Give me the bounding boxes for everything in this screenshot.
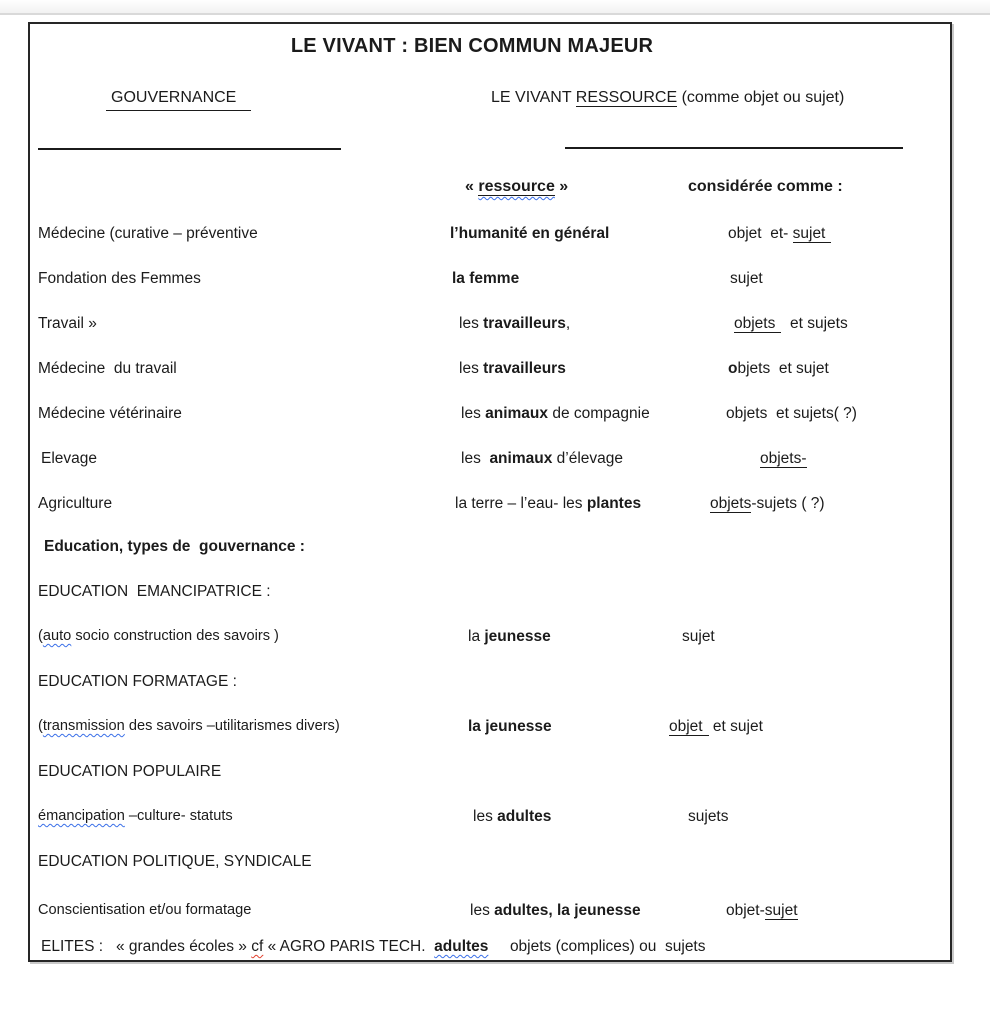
col3-text: bjets et sujet [737, 360, 829, 377]
table-row [30, 313, 950, 335]
row-col1 [38, 223, 258, 244]
elites-text-post: objets (complices) ou sujets [488, 938, 706, 955]
col1-text: Conscientisation et/ou formatage [38, 902, 252, 918]
table-row [30, 448, 950, 470]
spellcheck-word: émancipation [38, 808, 125, 824]
col1-text: EDUCATION EMANCIPATRICE : [38, 583, 271, 600]
col2-bold: jeunesse [484, 628, 551, 645]
row-col2 [468, 716, 552, 737]
col2-bold: animaux [485, 405, 549, 422]
table-row [30, 716, 950, 738]
row-col2 [470, 900, 641, 921]
table-row [30, 761, 950, 783]
col2-text: les [459, 360, 484, 377]
col3-underlined: sujet [764, 902, 798, 919]
col2-text: les [461, 405, 486, 422]
left-column-title: GOUVERNANCE [106, 88, 251, 111]
col3-text: et sujet [708, 718, 763, 735]
row-col3 [726, 900, 798, 921]
col1-text: Agriculture [38, 495, 113, 512]
spellcheck-word-red: cf [251, 938, 264, 955]
table-row [30, 581, 950, 603]
col1-text-post: des savoirs –utilitarismes divers) [124, 718, 340, 734]
table-row [30, 900, 950, 922]
col3-text: objet et- [728, 225, 793, 242]
row-col1 [38, 761, 221, 782]
elites-text: ELITES : « grandes écoles » [41, 938, 252, 955]
col3-underlined: sujet [793, 225, 832, 243]
col2-bold: animaux [489, 450, 553, 467]
ressource-word: ressource [478, 178, 555, 195]
left-column-rule [38, 148, 341, 150]
col1-bold: Education, types de gouvernance : [44, 538, 305, 555]
subheader-consideree: considérée comme : [688, 178, 843, 195]
row-col1 [38, 851, 312, 872]
row-col2 [452, 268, 519, 289]
table-row [30, 671, 950, 693]
row-col2 [461, 448, 623, 469]
row-col1 [38, 716, 340, 737]
col2-bold: travailleurs [483, 360, 566, 377]
col2-text-post: d’élevage [552, 450, 623, 467]
col3-underlined: objets- [760, 450, 807, 467]
right-column-title [491, 88, 844, 108]
table-row [30, 806, 950, 828]
row-col3 [728, 358, 829, 379]
subheader-ressource [465, 178, 568, 196]
col2-bold: l’humanité en général [450, 225, 610, 242]
row-col1 [38, 313, 97, 334]
col1-text: EDUCATION POPULAIRE [38, 763, 222, 780]
col2-text: les [473, 808, 498, 825]
row-col3 [682, 626, 715, 647]
guillemet-open: « [465, 178, 479, 195]
row-col2 [450, 223, 609, 244]
row-col2 [473, 806, 551, 827]
row-col1 [38, 671, 237, 692]
row-col3 [710, 493, 825, 514]
col2-text: les [459, 315, 484, 332]
row-col3 [734, 313, 848, 334]
row-col3 [728, 223, 831, 244]
row-col1 [41, 448, 97, 469]
table-row [30, 626, 950, 648]
row-col3 [669, 716, 763, 737]
elites-line [41, 936, 706, 957]
col2-text-post: , [565, 315, 571, 332]
row-col3 [688, 806, 729, 827]
col3-text: -sujets ( ?) [751, 495, 825, 512]
row-col2 [461, 403, 650, 424]
col3-bold-initial: o [728, 360, 738, 377]
table-row-elites [30, 936, 950, 958]
col3-text: et sujets [781, 315, 848, 332]
spellcheck-word: auto [42, 628, 72, 644]
guillemet-close: » [554, 178, 569, 195]
row-col2 [459, 358, 566, 379]
table-row [30, 403, 950, 425]
row-col1 [38, 626, 279, 647]
col1-text: Travail » [38, 315, 97, 332]
row-col1 [38, 806, 233, 827]
row-col3 [760, 448, 807, 469]
col2-text: la [468, 628, 485, 645]
row-col3 [730, 268, 763, 289]
col2-text: la terre – l’eau- les [455, 495, 587, 512]
col3-underlined: objet [669, 718, 709, 736]
col2-text: les [461, 450, 490, 467]
row-col1 [38, 403, 182, 424]
col2-bold: adultes [497, 808, 552, 825]
col2-bold: la femme [452, 270, 520, 287]
col2-bold: plantes [586, 495, 642, 512]
col3-text: sujet [730, 270, 763, 287]
col2-bold: travailleurs [483, 315, 566, 332]
col3-text: objet- [726, 902, 765, 919]
col1-text: Fondation des Femmes [38, 270, 201, 287]
row-col2 [455, 493, 641, 514]
col2-bold: la jeunesse [468, 718, 552, 735]
window-toolbar-edge [0, 0, 990, 15]
row-col3 [726, 403, 857, 424]
row-col1 [38, 358, 177, 379]
col1-text: EDUCATION FORMATAGE : [38, 673, 237, 690]
col3-underlined: objets [710, 495, 752, 512]
col2-text-post: de compagnie [548, 405, 650, 422]
col1-text-post: –culture- statuts [124, 808, 233, 824]
row-col1 [38, 493, 112, 514]
col3-text: sujets [688, 808, 729, 825]
col1-text: ( [38, 628, 43, 644]
col3-text: objets et sujets( ?) [726, 405, 857, 422]
table-row [30, 223, 950, 245]
document-table-box [28, 22, 952, 962]
table-row [30, 536, 950, 558]
elites-text-mid: « AGRO PARIS TECH. [263, 938, 435, 955]
col1-text: ( [38, 718, 43, 734]
col1-text: Médecine du travail [38, 360, 177, 377]
col1-text: EDUCATION POLITIQUE, SYNDICALE [38, 853, 312, 870]
spellcheck-word-bold: adultes [434, 938, 489, 955]
col1-text: Médecine vétérinaire [38, 405, 182, 422]
col1-text-post: socio construction des savoirs ) [71, 628, 279, 644]
table-row [30, 851, 950, 873]
row-col1 [38, 581, 271, 602]
row-col1 [38, 900, 251, 921]
page-title: LE VIVANT : BIEN COMMUN MAJEUR [290, 35, 654, 57]
row-col2 [468, 626, 551, 647]
col3-underlined: objets [734, 315, 781, 333]
row-col1 [44, 536, 305, 557]
col2-text: les [470, 902, 495, 919]
spellcheck-word: transmission [42, 718, 125, 734]
col1-text: Médecine (curative – préventive [38, 225, 258, 242]
right-column-title-pre: LE VIVANT [491, 89, 576, 106]
table-row [30, 358, 950, 380]
right-column-title-post: (comme objet ou sujet) [677, 89, 845, 106]
right-column-title-underlined: RESSOURCE [575, 89, 678, 106]
table-row [30, 268, 950, 290]
right-column-rule [565, 147, 903, 149]
row-col1 [38, 268, 201, 289]
table-row [30, 493, 950, 515]
col1-text: Elevage [41, 450, 98, 467]
col2-bold: adultes, la jeunesse [494, 902, 641, 919]
row-col2 [459, 313, 570, 334]
col3-text: sujet [682, 628, 715, 645]
